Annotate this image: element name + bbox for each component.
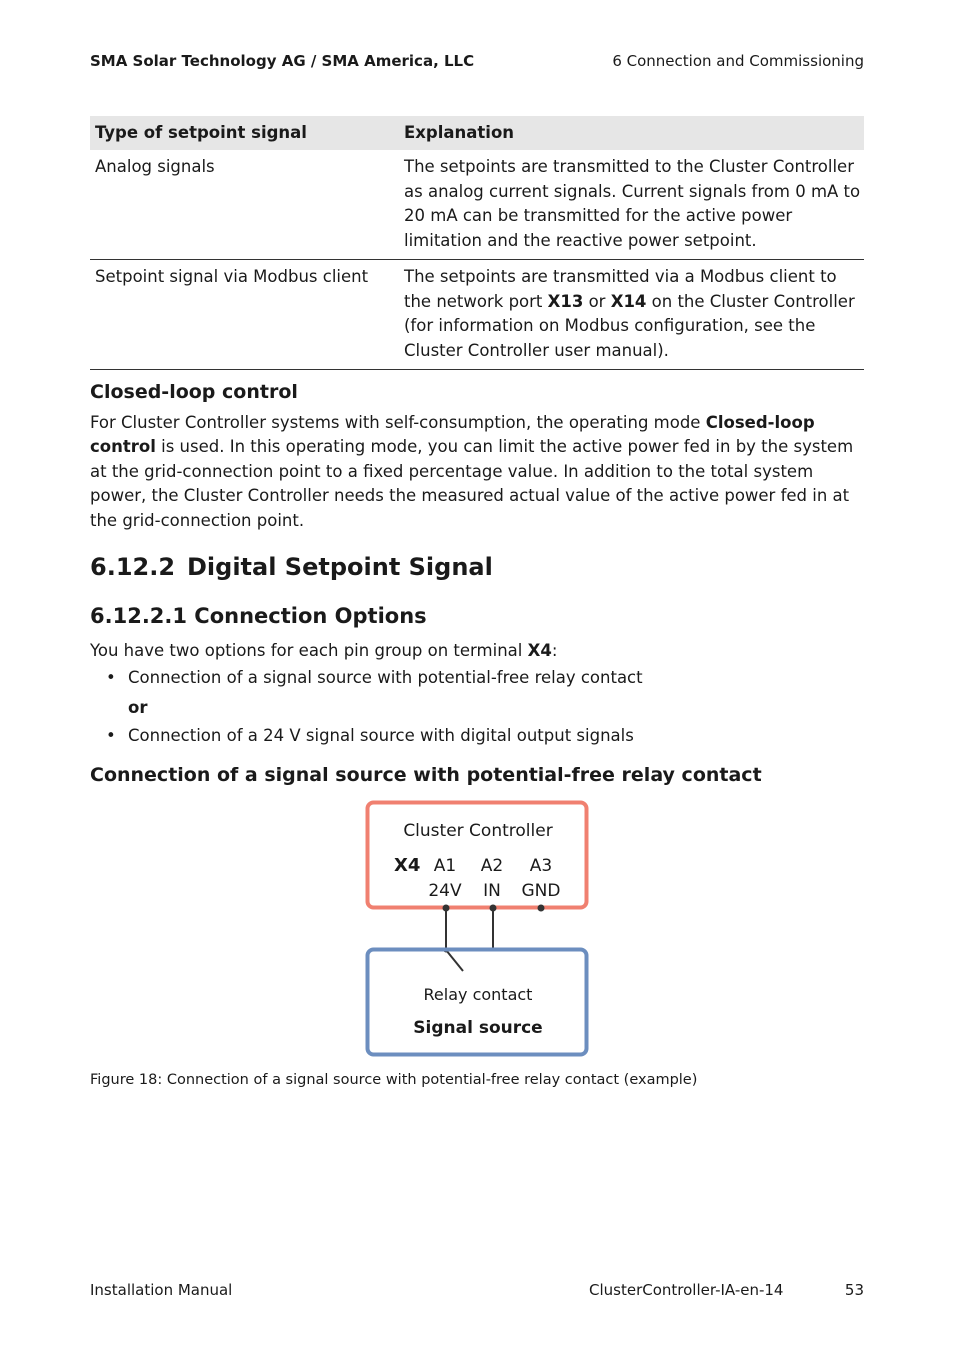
table-cell-explanation: The setpoints are transmitted to the Cluster Controller as analog current signals. Current signals from 0 mA to 20 mA can be transmitted for the active power limitation and the reactive power setpoint. (404, 157, 861, 250)
option-24v-source: Connection of a 24 V signal source with digital output signals (128, 726, 634, 745)
table-header-explanation: Explanation (404, 122, 515, 142)
explanation-text: on the Cluster Controller (for information on Modbus configuration, see the Cluster Controller user manual). (404, 291, 855, 360)
section-title: Digital Setpoint Signal (187, 553, 493, 581)
table-header-type: Type of setpoint signal (95, 122, 307, 142)
relay-wiring-diagram (360, 795, 600, 1065)
signal-source-title: Signal source (413, 1018, 543, 1038)
pin-a3-terminal-dot (538, 905, 545, 912)
pin-label-in: IN (483, 881, 501, 901)
table-header-row (90, 116, 864, 150)
explanation-text: The setpoints are transmitted via a Modbus client to the network port (404, 267, 837, 311)
table-row (90, 260, 864, 370)
bullet-symbol: • (106, 668, 116, 687)
section-heading (90, 553, 493, 581)
table-cell-type: Analog signals (95, 157, 215, 176)
footer-doc-id: ClusterController-IA-en-14 (589, 1281, 784, 1299)
pin-label-24v: 24V (428, 881, 462, 901)
header-company: SMA Solar Technology AG / SMA America, LLC (90, 52, 475, 70)
footer-doc-type: Installation Manual (90, 1281, 233, 1299)
figure-caption: Figure 18: Connection of a signal source with potential-free relay contact (example) (90, 1072, 698, 1088)
intro-text: : (551, 641, 558, 660)
pin-a3: A3 (529, 856, 553, 876)
closed-loop-section (90, 380, 866, 533)
subsection-heading: 6.12.2.1 Connection Options (90, 604, 427, 628)
table-row (90, 150, 864, 260)
closed-loop-heading: Closed-loop control (90, 381, 298, 403)
relay-contact-label: Relay contact (423, 985, 533, 1004)
relay-switch-arm (446, 950, 463, 971)
table-cell-type: Setpoint signal via Modbus client (95, 267, 369, 286)
intro-text: You have two options for each pin group on terminal (90, 641, 528, 660)
footer-page-number: 53 (844, 1281, 864, 1299)
pin-a2: A2 (480, 856, 504, 876)
port-x13: X13 (547, 291, 584, 311)
option-or: or (128, 698, 148, 717)
closed-loop-paragraph (90, 411, 866, 534)
paragraph-text: is used. In this operating mode, you can limit the active power fed in by the system at the grid-connection point to a fixed percentage value. In addition to the total system power, the Cluster Controller needs the measured actual value of the active power fed in at the grid-connection point. (90, 437, 854, 530)
section-number: 6.12.2 (90, 553, 176, 581)
pin-a1: A1 (433, 856, 457, 876)
controller-title: Cluster Controller (403, 821, 553, 841)
operating-mode-name: Closed-loop control (90, 412, 815, 456)
explanation-text: or (583, 291, 611, 311)
option-relay-contact: Connection of a signal source with potential-free relay contact (128, 668, 643, 687)
paragraph-text: For Cluster Controller systems with self-consumption, the operating mode (90, 412, 706, 432)
relay-heading: Connection of a signal source with potential-free relay contact (90, 764, 762, 786)
header-chapter: 6 Connection and Commissioning (612, 52, 864, 70)
connection-intro (90, 639, 866, 664)
port-x14: X14 (610, 291, 647, 311)
table-cell-explanation (400, 265, 864, 363)
setpoint-signal-table (90, 116, 864, 370)
pin-label-gnd: GND (521, 881, 561, 901)
terminal-x4: X4 (527, 641, 552, 660)
bullet-symbol: • (106, 726, 116, 745)
terminal-label: X4 (394, 855, 421, 876)
